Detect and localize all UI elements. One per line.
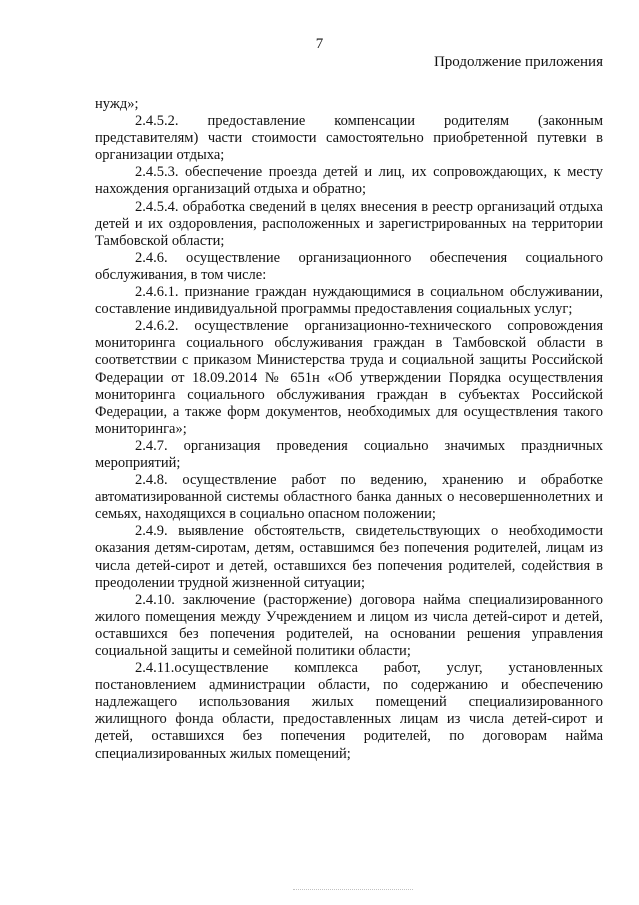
paragraph: 2.4.9. выявление обстоятельств, свидетельствующих о необходимости оказания детям-сиротам, детям, оставшимся без попечения родителей, лицам из числа детей-сирот и детей, оставшихся без попечения родителей, содействия в преодолении трудной жизненной ситуации; [95,523,603,591]
paragraph: 2.4.5.3. обеспечение проезда детей и лиц, их сопровождающих, к месту нахождения организаций отдыха и обратно; [95,164,603,198]
paragraph: 2.4.10. заключение (расторжение) договора найма специализированного жилого помещения между Учреждением и лицом из числа детей-сирот и детей, оставшихся без попечения родителей, на основании решения управления социальной защиты и семейной политики области; [95,591,603,659]
paragraph: 2.4.8. осуществление работ по ведению, хранению и обработке автоматизированной системы областного банка данных о несовершеннолетних и семьях, находящихся в социально опасном положении; [95,472,603,523]
paragraph: 2.4.5.4. обработка сведений в целях внесения в реестр организаций отдыха детей и их оздоровления, расположенных и зарегистрированных на территории Тамбовской области; [95,198,603,249]
page-number: 7 [315,36,324,52]
paragraph: 2.4.6. осуществление организационного обеспечения социального обслуживания, в том числе: [95,249,603,283]
scan-artifact [293,889,413,896]
continuation-note: Продолжение приложения [433,54,603,70]
paragraph: нужд»; [95,96,139,112]
paragraph: 2.4.6.1. признание граждан нуждающимися в социальном обслуживании, составление индивидуальной программы предоставления социальных услуг; [95,284,603,318]
paragraph: 2.4.11.осуществление комплекса работ, услуг, установленных постановлением администрации области, по содержанию и обеспечению надлежащего использования жилых помещений специализированного жилищного фонда области, предоставленных лицам из числа детей-сирот и детей, оставшихся без попечения родителей, по договорам найма специализированных жилых помещений; [95,660,603,762]
document-body [95,96,603,763]
paragraph: 2.4.7. организация проведения социально значимых праздничных мероприятий; [95,437,603,471]
paragraph: 2.4.5.2. предоставление компенсации родителям (законным представителям) части стоимости самостоятельно приобретенной путевки в организации отдыха; [95,113,603,164]
paragraph: 2.4.6.2. осуществление организационно-технического сопровождения мониторинга социального обслуживания граждан в Тамбовской области в соответствии с приказом Министерства труда и социальной защиты Российской Федерации от 18.09.2014 № 651н «Об утверждении Порядка осуществления мониторинга социального обслуживания граждан в субъектах Российской Федерации, а также форм документов, необходимых для осуществления такого мониторинга»; [95,318,603,437]
